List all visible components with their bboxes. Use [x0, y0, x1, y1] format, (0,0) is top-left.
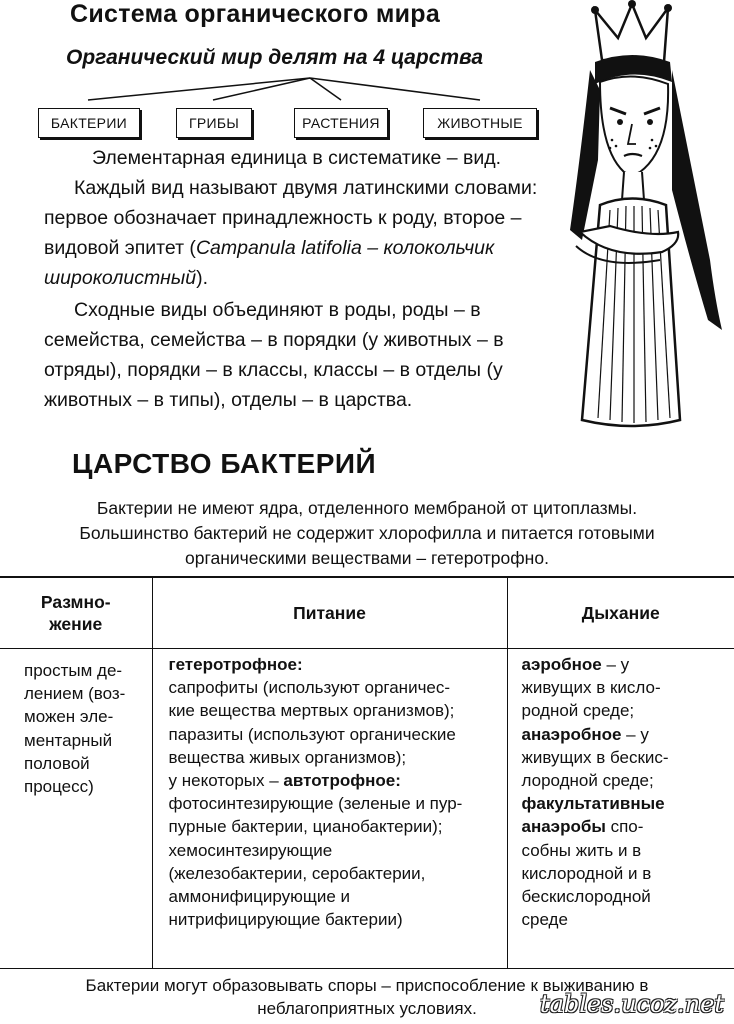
autotroph-label: автотрофное: [283, 771, 401, 791]
bacteria-intro-line-1: Бактерии не имеют ядра, отделенного мембраной от цитоплазмы. [96, 498, 638, 518]
bacteria-table [0, 576, 734, 969]
intro-p2-line-4: животных – в типы), отделы – в царства. [44, 389, 413, 411]
respiration-cell [507, 649, 734, 969]
intro-line-4 [44, 233, 494, 263]
kingdom-box-bacteria: БАКТЕРИИ [38, 108, 140, 138]
watermark: tables.ucoz.net [539, 990, 724, 1018]
chemo-text: хемосинтезирующие (железобактерии, серобактерии, аммонифицирующие и нитрифицирующие бактерии) [168, 840, 426, 930]
species-example-end: широколистный [44, 267, 197, 289]
table-header-row [0, 577, 734, 649]
species-example: Campanula latifolia – колокольчик [195, 237, 495, 259]
anaerobic-block [522, 723, 729, 793]
some-prefix: у некоторых – [168, 771, 284, 791]
facultative-block [522, 792, 729, 931]
header-respiration: Дыхание [507, 577, 734, 649]
intro-line-4-text: видовой эпитет ( [44, 237, 196, 259]
intro-line-5-end: ). [196, 267, 209, 289]
facultative-text: спо- собны жить и в кислородной и в бескислородной среде [521, 817, 652, 930]
heterotroph-label: гетеротрофное: [168, 655, 303, 674]
facultative-label: факультативные анаэробы [521, 794, 665, 837]
anaerobic-label: анаэробное [521, 724, 622, 744]
header-nutrition: Питание [152, 577, 507, 649]
nutrition-cell [152, 649, 507, 969]
intro-line-1: Элементарная единица в систематике – вид. [92, 147, 502, 169]
bacteria-intro-line-2: Большинство бактерий не содержит хлорофилла и питается готовыми [79, 523, 655, 543]
kingdom-box-plants: РАСТЕНИЯ [294, 108, 388, 138]
kingdom-box-animals: ЖИВОТНЫЕ [423, 108, 537, 138]
table-row [0, 649, 734, 969]
aerobic-label: аэробное [521, 655, 602, 674]
intro-p2-line-3: отряды), порядки – в классы, классы – в отделы (у [44, 359, 503, 381]
intro-line-5 [44, 263, 208, 293]
bacteria-intro-line-3: органическими веществами – гетеротрофно. [185, 548, 549, 568]
aerobic-text: – у живущих в кисло- родной среде; [521, 655, 661, 721]
kingdom-box-fungi: ГРИБЫ [176, 108, 252, 138]
header-reproduction: Размно- жение [0, 577, 152, 649]
autotroph-line [169, 769, 501, 792]
footer-line-1: Бактерии могут образовывать споры – приспособление к выживанию в [85, 976, 649, 995]
intro-line-3: первое обозначает принадлежность к роду, второе – [44, 207, 522, 229]
page-title: Система органического мира [70, 0, 441, 28]
bacteria-heading: ЦАРСТВО БАКТЕРИЙ [72, 448, 377, 479]
intro-p2-line-2: семейства, семейства – в порядки (у животных – в [44, 329, 504, 351]
page-subtitle: Органический мир делят на 4 царства [66, 46, 484, 69]
anaerobic-text: – у живущих в бескис- лородной среде; [521, 724, 669, 791]
intro-line-2: Каждый вид называют двумя латинскими словами: [74, 177, 538, 199]
footer-line-2: неблагоприятных условиях. [257, 999, 477, 1018]
photo-text: фотосинтезирующие (зеленые и пур- пурные бактерии, цианобактерии); [168, 794, 463, 837]
parasites-text: паразиты (используют органические вещества живых организмов); [168, 724, 456, 767]
saprophytes-text: сапрофиты (используют органичес- кие вещества мертвых организмов); [168, 678, 455, 721]
queen-illustration [540, 0, 730, 440]
aerobic-block [522, 653, 729, 723]
reproduction-cell [0, 649, 152, 969]
intro-p2-line-1: Сходные виды объединяют в роды, роды – в [74, 299, 481, 321]
reproduction-text: простым де- лением (воз- можен эле- ментарный половой процесс) [24, 661, 126, 797]
